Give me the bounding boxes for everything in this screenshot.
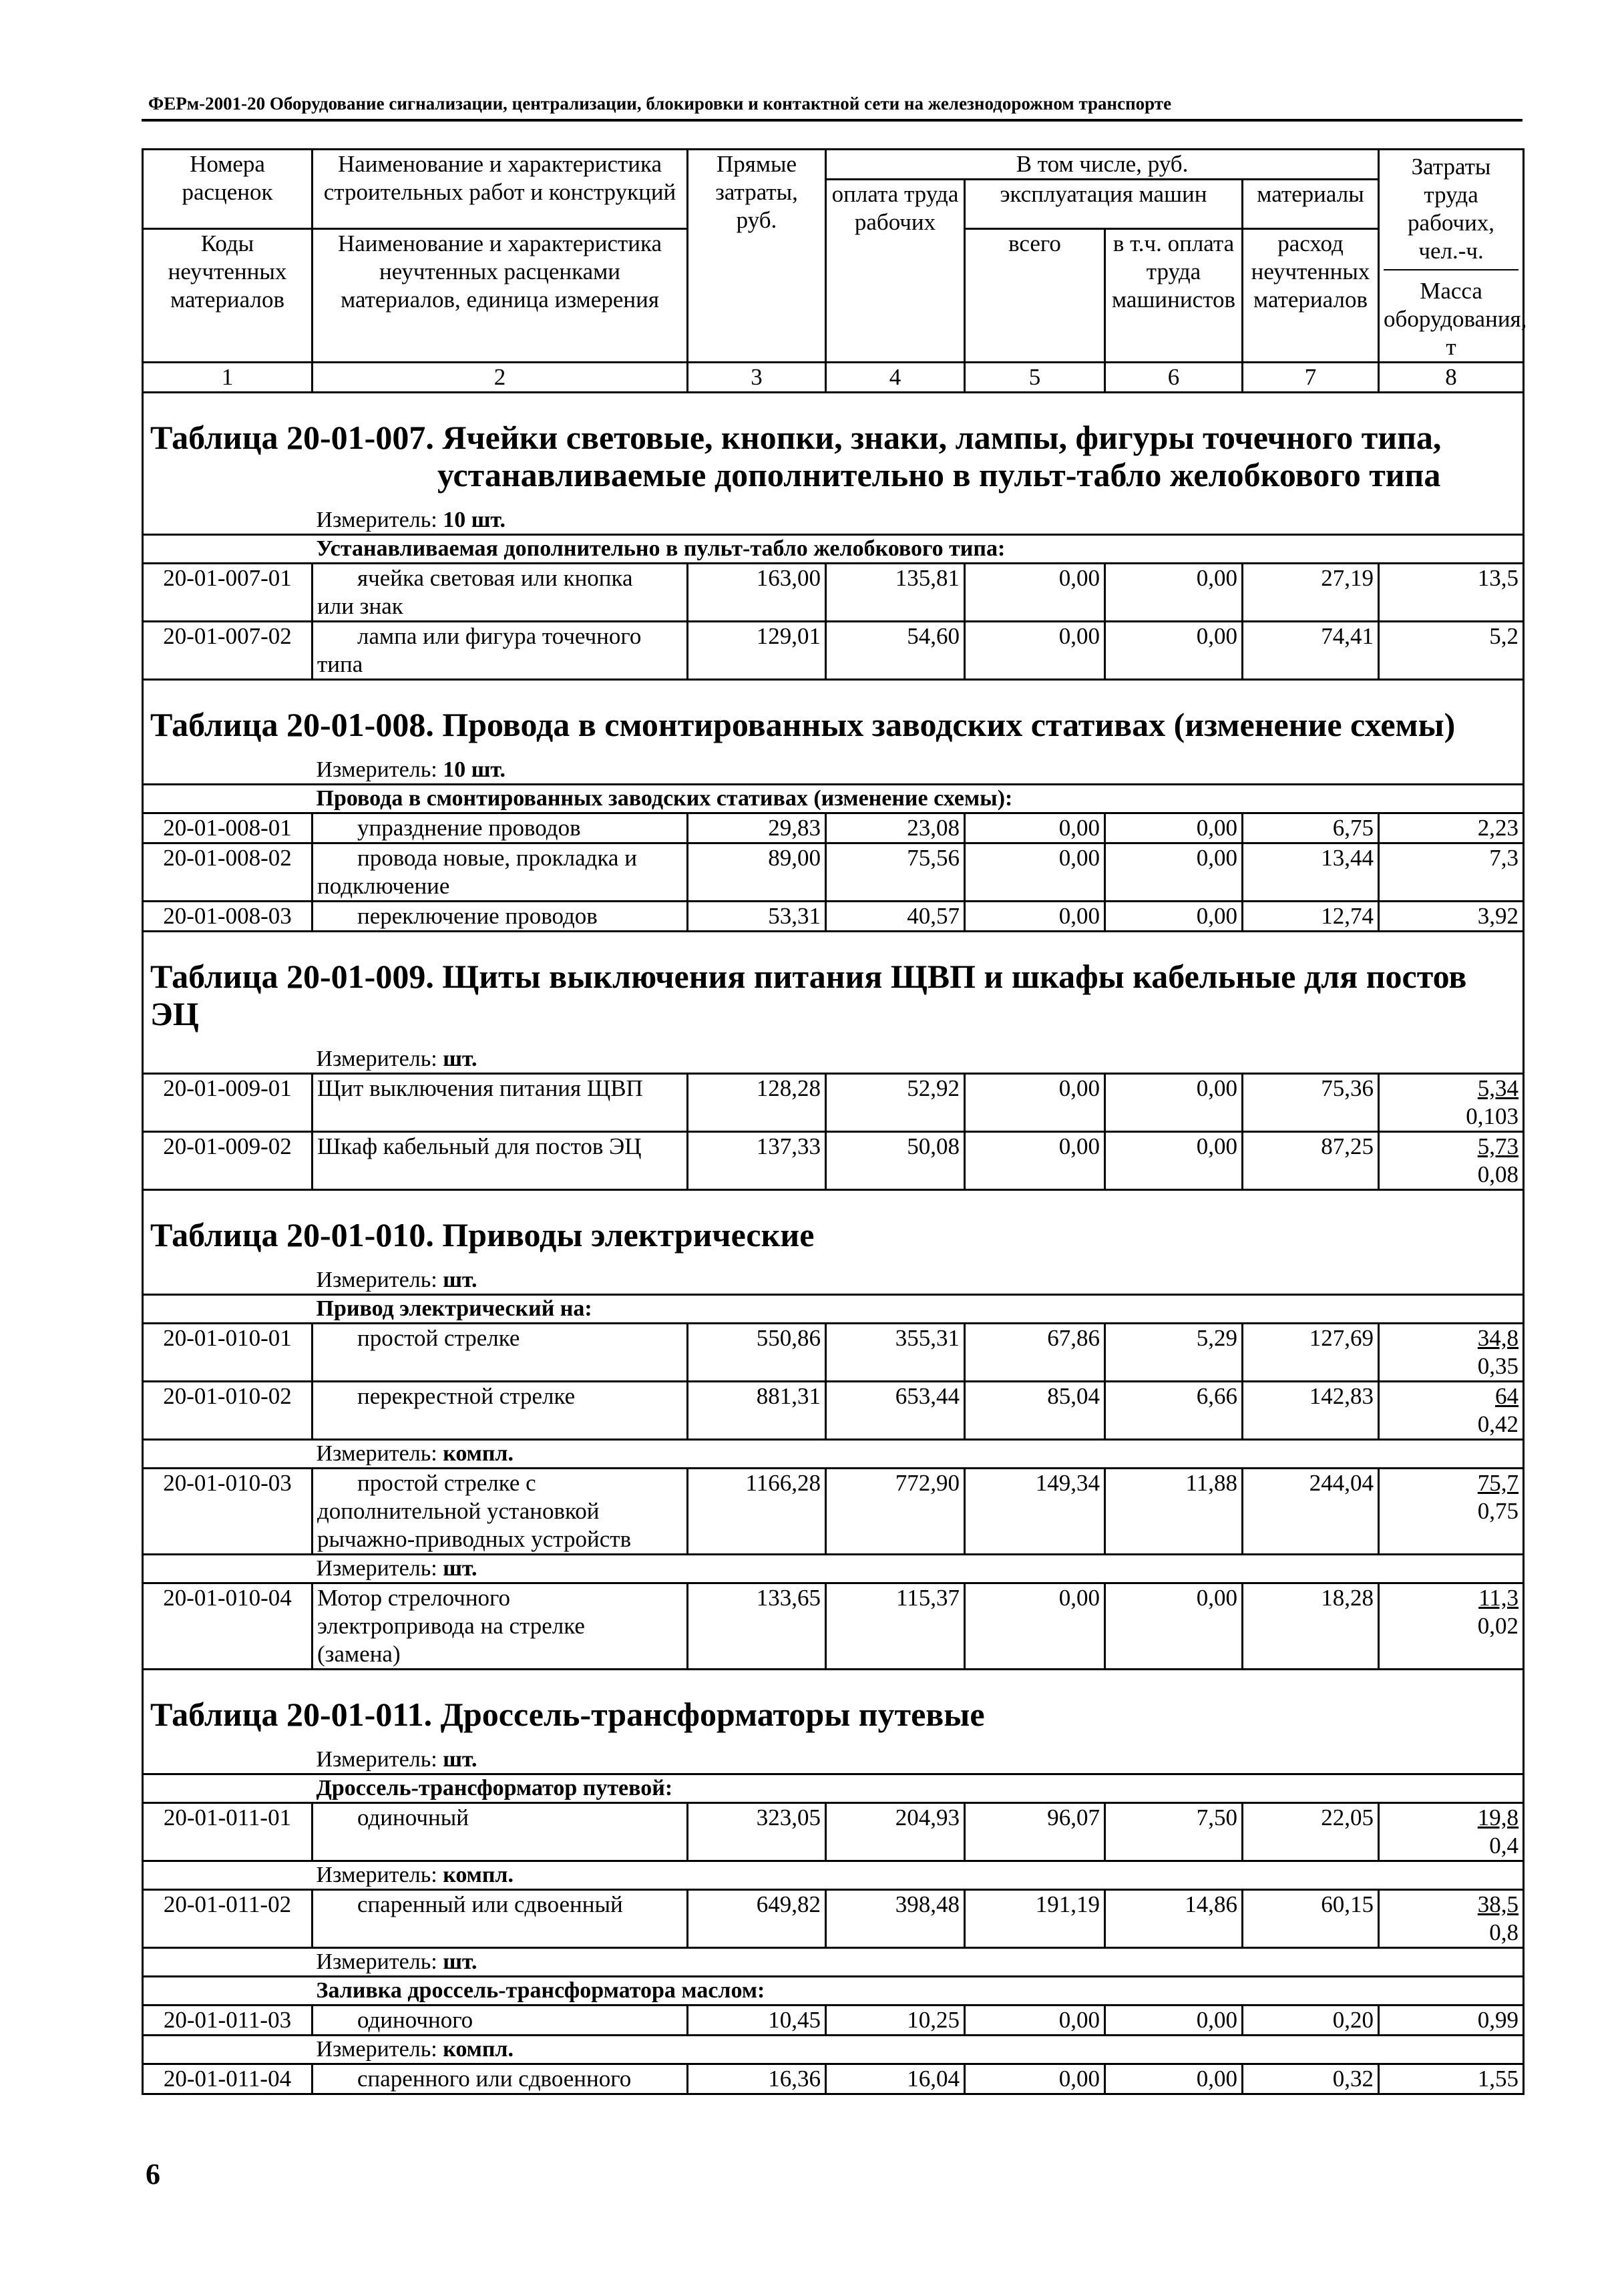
table-title-009: Таблица 20-01-009. Щиты выключения питания ЩВП и шкафы кабельные для постов ЭЦ [143,932,1524,1040]
table-row: 20-01-008-01 упразднение проводов 29,83 23,08 0,00 0,00 6,75 2,23 [143,813,1524,843]
measure-label: Измеритель: 10 шт. [313,500,1524,535]
incl-header: В том числе, руб. [826,150,1379,180]
col1b-header: Коды неучтенных материалов [143,229,313,363]
table-row: 20-01-009-02 Шкаф кабельный для постов ЭЦ 137,33 50,08 0,00 0,00 87,25 5,73 0,08 [143,1132,1524,1190]
table-row: 20-01-011-04 спаренного или сдвоенного 16,36 16,04 0,00 0,00 0,32 1,55 [143,2064,1524,2094]
table-row: 20-01-009-01 Щит выключения питания ЩВП 128,28 52,92 0,00 0,00 75,36 5,34 0,103 [143,1074,1524,1132]
table-row: 20-01-011-02 спаренный или сдвоенный 649,82 398,48 191,19 14,86 60,15 38,5 0,8 [143,1890,1524,1948]
col3-header: Прямые затраты, руб. [688,150,826,363]
col4-header: оплата труда рабочих [826,180,965,363]
running-header: ФЕРм-2001-20 Оборудование сигнализации, централизации, блокировки и контактной сети на железнодорожном транспорте [148,93,1172,114]
table-row: 20-01-007-01 ячейка световая или кнопка или знак 163,00 135,81 0,00 0,00 27,19 13,5 [143,564,1524,622]
col6-header: в т.ч. оплата труда машинистов [1105,229,1243,363]
table-row: 20-01-010-01 простой стрелке 550,86 355,31 67,86 5,29 127,69 34,8 0,35 [143,1324,1524,1382]
col1-header: Номера расценок [143,150,313,229]
machines-header: эксплуатация машин [965,180,1243,229]
header-row-1 [143,150,1524,180]
table-row: 20-01-007-02 лампа или фигура точечного типа 129,01 54,60 0,00 0,00 74,41 5,2 [143,622,1524,680]
table-title-007: Таблица 20-01-007. Ячейки световые, кнопки, знаки, лампы, фигуры точечного типа, устанавливаемые дополнительно в пульт-табло желобкового типа [143,393,1524,501]
page-number: 6 [146,2158,160,2190]
table-title-010: Таблица 20-01-010. Приводы электрические [143,1190,1524,1261]
column-number-row: 1 2 3 4 5 6 7 8 [143,363,1524,393]
col8-header: Затраты труда рабочих, чел.-ч. Масса оборудования, т [1379,150,1524,363]
table-row: 20-01-010-02 перекрестной стрелке 881,31 653,44 85,04 6,66 142,83 64 0,42 [143,1382,1524,1440]
table-title-011: Таблица 20-01-011. Дроссель-трансформаторы путевые [143,1670,1524,1740]
table-row: 20-01-008-02 провода новые, прокладка и подключение 89,00 75,56 0,00 0,00 13,44 7,3 [143,843,1524,902]
table-row: 20-01-008-03 переключение проводов 53,31 40,57 0,00 0,00 12,74 3,92 [143,902,1524,932]
table-row: 20-01-010-04 Мотор стрелочного электропривода на стрелке (замена) 133,65 115,37 0,00 0,00 18,28 11,3 0,02 [143,1583,1524,1670]
table-row: 20-01-011-03 одиночного 10,45 10,25 0,00 0,00 0,20 0,99 [143,2006,1524,2036]
table-row: 20-01-011-01 одиночный 323,05 204,93 96,07 7,50 22,05 19,8 0,4 [143,1803,1524,1861]
col7-header: расход неучтенных материалов [1243,229,1379,363]
table-row: 20-01-010-03 простой стрелке с дополнительной установкой рычажно-приводных устройств 1166,28 772,90 149,34 11,88 244,04 75,7 0,75 [143,1469,1524,1555]
header-rule [142,119,1522,122]
table-title-008: Таблица 20-01-008. Провода в смонтированных заводских стативах (изменение схемы) [143,680,1524,751]
materials-header: материалы [1243,180,1379,229]
col2b-header: Наименование и характеристика неучтенных расценками материалов, единица измерения [313,229,688,363]
col2-header: Наименование и характеристика строительных работ и конструкций [313,150,688,229]
col5-header: всего [965,229,1105,363]
price-table: Номера расценок Наименование и характеристика строительных работ и конструкций Прямые затраты, руб. В том числе, руб. Затраты труда рабочих, чел.-ч. Масса оборудования, т оплата труда рабочих эксплуатация машин материалы Коды неучтенных материалов Наименование и характеристика неучтенных расценками материалов, единица измерения всего в т.ч. оплата труда машинистов расход неучтенных материалов 1 2 3 4 5 6 7 8 Таблица 20-01-007. Ячейки световые, кнопки, знаки, лампы, фигуры точечного типа, устанавливаемые дополнительно в пульт-табло желобкового типа Измеритель: 10 шт. Устанавливаемая дополнительно в пульт-табло желобкового типа: 20-01-007-01 ячейка световая или кнопка или знак 163,00 135,81 0,00 0,00 27,19 13,5 20-01-007-02 лампа или фигура точечного типа 129,01 54,60 0,00 0,00 74,41 5,2 Таблица 20-01-008. Провода в смонтированных заводских стативах (изменение схемы) Измеритель: 10 шт. Провода в смонтированных заводских стативах (изменение схемы): 20-01-008-01 упразднение проводов 29,83 23,08 0,00 0,00 6,75 2,23 20-01-008-02 провода новые, прокладка и подключение 89,00 75,56 0,00 0,00 13,44 7,3 20-01-008-03 переключение проводов 53,31 40,57 0,00 0,00 12,74 3,92 Таблица 20-01-009. Щиты выключения питания ЩВП и шкафы кабельные для постов ЭЦ Измеритель: шт. 20-01-009-01 Щит выключения питания ЩВП 128,28 52,92 0,00 0,00 75,36 5,34 0,103 20-01-009-02 Шкаф кабельный для постов ЭЦ 137,33 50,08 0,00 0,00 87,25 5,73 0,08 Таблица 20-01-010. Приводы электрические Измеритель: шт. Привод электрический на: 20-01-010-01 простой стрелке 550,86 355,31 67,86 5,29 127,69 34,8 0,35 20-01-010-02 перекрестной стрелке 881,31 653,44 85,04 6,66 142,83 64 0,42 Измеритель: компл. 20-01-010-03 простой стрелке с дополнительной установкой рычажно-приводных устройств 1166,28 772,90 149,34 11,88 244,04 75,7 0,75 Измеритель: шт. 20-01-010-04 Мотор стрелочного электропривода на стрелке (замена) 133,65 115,37 0,00 0,00 18,28 11,3 0,02 Таблица 20-01-011. Дроссель-трансформаторы путевые Измеритель: шт. Дроссель-трансформатор путевой: 20-01-011-01 одиночный 323,05 204,93 96,07 7,50 22,05 19,8 0,4 Измеритель: компл. 20-01-011-02 спаренный или сдвоенный 649,82 398,48 191,19 14,86 60,15 38,5 0,8 Измеритель: шт. Заливка дроссель-трансформатора маслом: 20-01-011-03 одиночного 10,45 10,25 0,00 0,00 0,20 0,99 Измеритель: компл. 20-01-011-04 спаренного или сдвоенного 16,36 16,04 0,00 0,00 0,32 1,55 [142,148,1525,2095]
subsection-label: Устанавливаемая дополнительно в пульт-табло желобкового типа: [313,535,1524,564]
